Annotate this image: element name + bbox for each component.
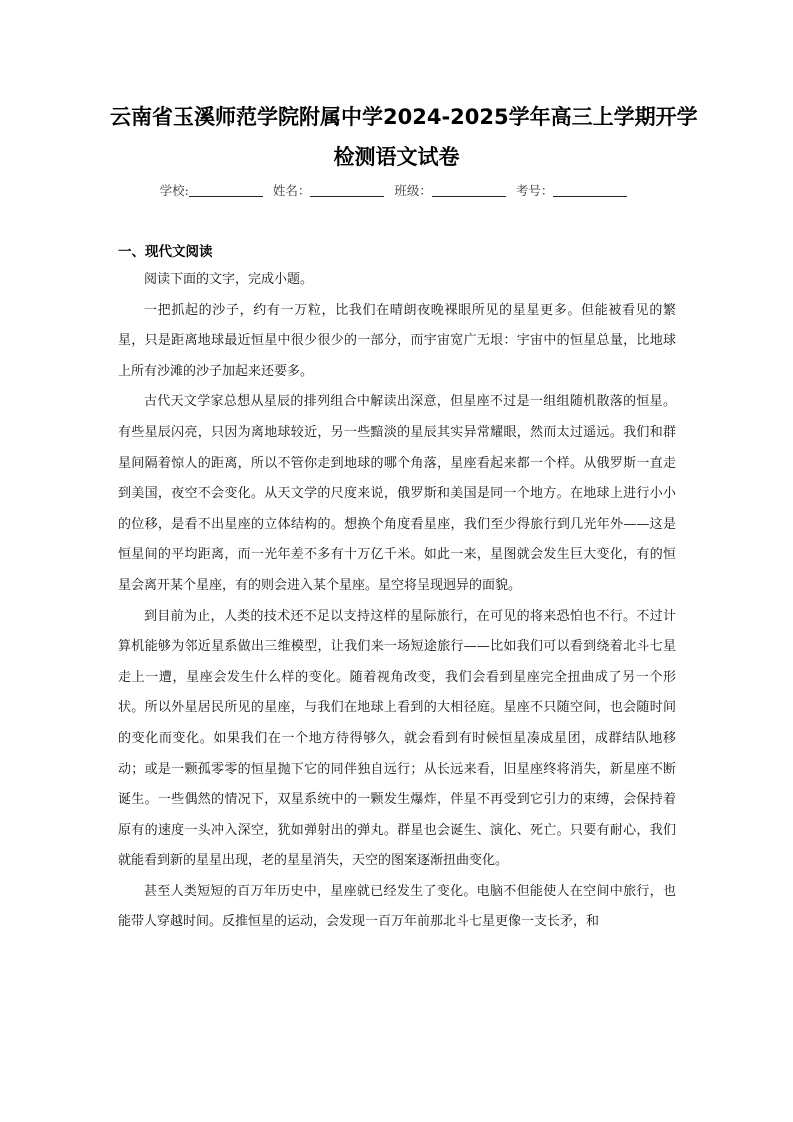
student-info-line bbox=[110, 181, 683, 201]
name-label: 姓名： bbox=[272, 183, 311, 198]
school-blank[interactable] bbox=[189, 183, 263, 197]
paragraph: 一把抓起的沙子，约有一万粒，比我们在晴朗夜晚裸眼所见的星星更多。但能被看见的繁星，只是距离地球最近恒星中很少很少的一部分，而宇宙宽广无垠：宇宙中的恒星总量，比地球上所有沙滩的沙子加起来还要多。 bbox=[118, 302, 676, 379]
instruction: 阅读下面的文字，完成小题。 bbox=[144, 272, 314, 287]
exam-number-label: 考号： bbox=[515, 183, 554, 198]
exam-number-blank[interactable] bbox=[553, 183, 627, 197]
exam-title-line-2: 检测语文试卷 bbox=[333, 145, 460, 169]
name-blank[interactable] bbox=[310, 183, 384, 197]
section-heading: 一、现代文阅读 bbox=[118, 244, 213, 260]
class-label: 班级： bbox=[394, 183, 432, 198]
school-label: 学校: bbox=[159, 183, 189, 198]
paragraph: 甚至人类短短的百万年历史中，星座就已经发生了变化。电脑不但能使人在空间中旅行，也能带人穿越时间。反推恒星的运动，会发现一百万年前那北斗七星更像一支长矛，和 bbox=[118, 883, 676, 930]
paragraph: 古代天文学家总想从星辰的排列组合中解读出深意，但星座不过是一组组随机散落的恒星。有些星辰闪亮，只因为离地球较近，另一些黯淡的星辰其实异常耀眼，然而太过遥远。我们和群星间隔着惊人的距离，所以不管你走到地球的哪个角落，星座看起来都一个样。从俄罗斯一直走到美国，夜空不会变化。从天文学的尺度来说，俄罗斯和美国是同一个地方。在地球上进行小小的位移，是看不出星座的立体结构的。想换个角度看星座，我们至少得旅行到几光年外——这是恒星间的平均距离，而一光年差不多有十万亿千米。如此一来，星图就会发生巨大变化，有的恒星会离开某个星座，有的则会进入某个星座。星空将呈现迥异的面貌。 bbox=[118, 394, 676, 593]
reading-passage bbox=[118, 265, 676, 938]
exam-title-line-1: 云南省玉溪师范学院附属中学2024-2025学年高三上学期开学 bbox=[110, 105, 698, 129]
class-blank[interactable] bbox=[432, 183, 506, 197]
paragraph: 到目前为止，人类的技术还不足以支持这样的星际旅行，在可见的将来恐怕也不行。不过计算机能够为邻近星系做出三维模型，让我们来一场短途旅行——比如我们可以看到绕着北斗七星走上一遭，星座会发生什么样的变化。随着视角改变，我们会看到星座完全扭曲成了另一个形状。所以外星居民所见的星座，与我们在地球上看到的大相径庭。星座不只随空间，也会随时间的变化而变化。如果我们在一个地方待得够久，就会看到有时候恒星凑成星团，成群结队地移动；或是一颗孤零零的恒星抛下它的同伴独自远行；从长远来看，旧星座终将消失，新星座不断诞生。一些偶然的情况下，双星系统中的一颗发生爆炸，伴星不再受到它引力的束缚，会保持着原有的速度一头冲入深空，犹如弹射出的弹丸。群星也会诞生、演化、死亡。只要有耐心，我们就能看到新的星星出现，老的星星消失，天空的图案逐渐扭曲变化。 bbox=[118, 608, 676, 869]
